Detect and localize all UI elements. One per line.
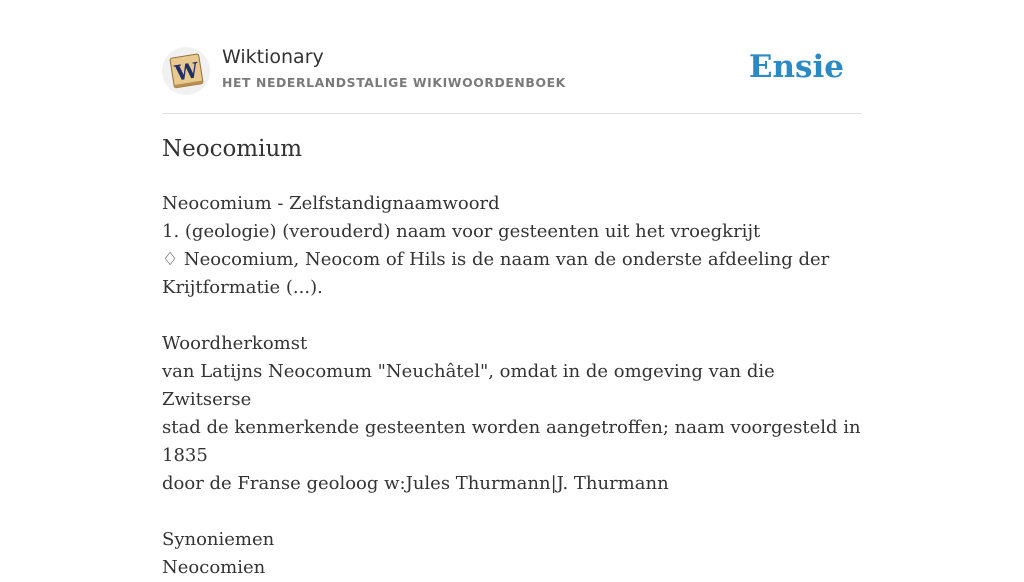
wiktionary-logo-icon[interactable] (162, 47, 210, 95)
article-body (162, 190, 864, 582)
spacer (162, 302, 864, 330)
spacer (162, 498, 864, 526)
synonym-item: Neocomien (162, 557, 266, 578)
etymology-line: door de Franse geoloog w:Jules Thurmann|J. Thurmann (162, 473, 669, 494)
etymology-line: stad de kenmerkende gesteenten worden aangetroffen; naam voorgesteld in 1835 (162, 417, 861, 466)
example-line: ♢ Neocomium, Neocom of Hils is de naam van de onderste afdeeling der (162, 249, 830, 270)
site-header (162, 44, 862, 114)
wiktionary-tile-icon (162, 47, 210, 95)
definition-heading: Neocomium - Zelfstandignaamwoord (162, 193, 500, 214)
synonyms-heading: Synoniemen (162, 529, 275, 550)
etymology-line: van Latijns Neocomum "Neuchâtel", omdat in de omgeving van die Zwitserse (162, 361, 775, 410)
site-tagline: HET NEDERLANDSTALIGE WIKIWOORDENBOEK (222, 75, 566, 90)
site-name[interactable]: Wiktionary (222, 46, 324, 68)
definition-text: 1. (geologie) (verouderd) naam voor gesteenten uit het vroegkrijt (162, 221, 761, 242)
logo-letter: W (172, 57, 201, 86)
example-line: Krijtformatie (...). (162, 277, 323, 298)
page-title: Neocomium (162, 136, 303, 162)
ensie-brand-link[interactable]: Ensie (748, 49, 844, 85)
etymology-heading: Woordherkomst (162, 333, 308, 354)
